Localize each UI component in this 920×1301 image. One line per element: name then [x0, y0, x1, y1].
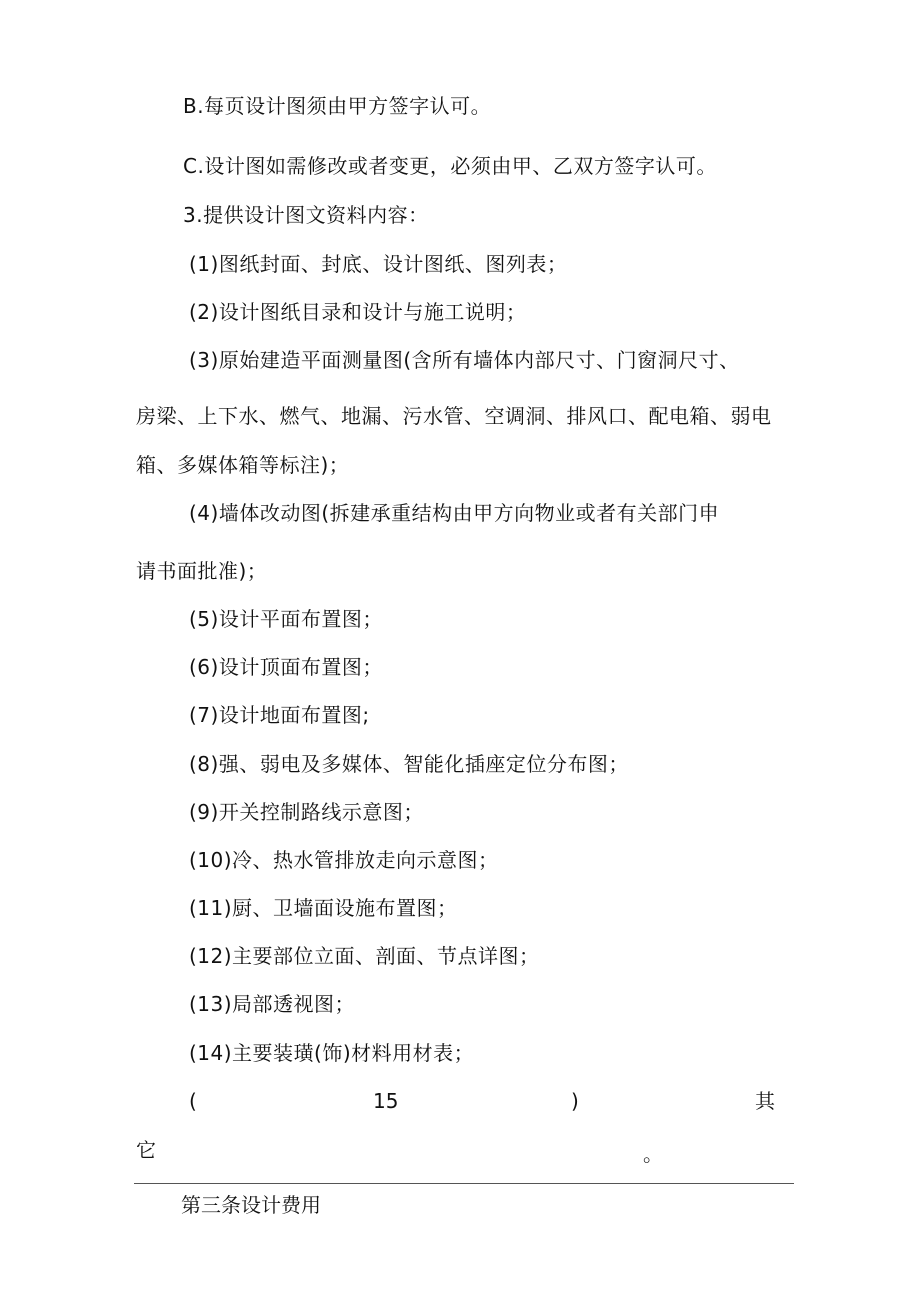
list-item-10: (10)冷、热水管排放走向示意图； [189, 848, 499, 872]
list-item-7: (7)设计地面布置图; [189, 703, 370, 727]
list-item-3-line-3: 箱、多媒体箱等标注)； [136, 453, 350, 477]
list-item-5: (5)设计平面布置图； [189, 607, 383, 631]
section-heading: 第三条设计费用 [181, 1193, 321, 1217]
list-item-9: (9)开关控制路线示意图； [189, 800, 424, 824]
list-item-15-number: 15 [373, 1089, 399, 1113]
list-item-3-line-2: 房梁、上下水、燃气、地漏、污水管、空调洞、排风口、配电箱、弱电 [136, 404, 772, 428]
list-item-4-line-1: (4)墙体改动图(拆建承重结构由甲方向物业或者有关部门申 [189, 501, 720, 525]
list-item-15-period: 。 [643, 1142, 663, 1166]
clause-c: C.设计图如需修改或者变更，必须由甲、乙双方签字认可。 [183, 154, 717, 178]
list-item-2: (2)设计图纸目录和设计与施工说明； [189, 300, 527, 324]
list-item-15-ta: 它 [136, 1138, 156, 1162]
list-item-8: (8)强、弱电及多媒体、智能化插座定位分布图； [189, 752, 629, 776]
list-item-11: (11)厨、卫墙面设施布置图； [189, 896, 458, 920]
list-item-4-line-2: 请书面批准)； [136, 559, 268, 583]
item-3-heading: 3.提供设计图文资料内容： [183, 203, 429, 227]
clause-b: B.每页设计图须由甲方签字认可。 [183, 94, 492, 118]
list-item-3-line-1: (3)原始建造平面测量图(含所有墙体内部尺寸、门窗洞尺寸、 [189, 348, 740, 372]
list-item-6: (6)设计顶面布置图； [189, 655, 383, 679]
list-item-14: (14)主要装璜(饰)材料用材表； [189, 1041, 475, 1065]
list-item-1: (1)图纸封面、封底、设计图纸、图列表； [189, 252, 568, 276]
list-item-12: (12)主要部位立面、剖面、节点详图； [189, 944, 540, 968]
list-item-15-open-paren: ( [189, 1089, 197, 1113]
list-item-13: (13)局部透视图； [189, 992, 356, 1016]
list-item-15-close-paren: ) [571, 1089, 579, 1113]
horizontal-divider [134, 1183, 794, 1184]
list-item-15-qi: 其 [755, 1089, 775, 1113]
